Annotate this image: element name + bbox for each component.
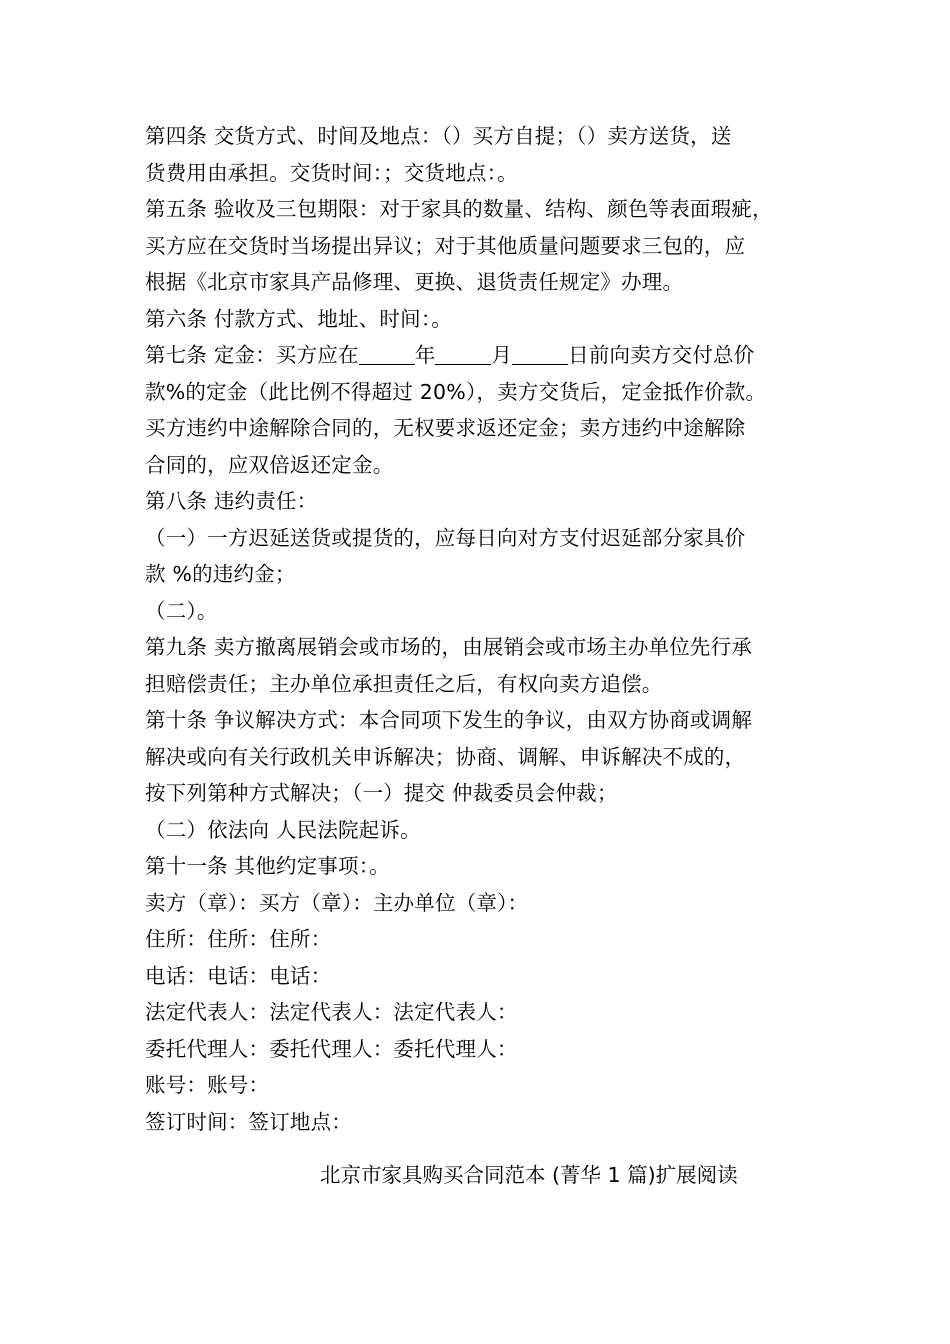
- phone-line: 电话：电话：电话：: [145, 963, 332, 988]
- text-line: 第五条 验收及三包期限：对于家具的数量、结构、颜色等表面瑕疵，: [145, 197, 773, 221]
- text-segment: 第七条 定金：买方应在: [145, 343, 359, 367]
- text-line: 第十一条 其他约定事项：。: [145, 854, 390, 878]
- text-line: 担赔偿责任；主办单位承担责任之后，有权向卖方追偿。: [145, 671, 663, 696]
- text-line: 买方应在交货时当场提出异议；对于其他质量问题要求三包的，应: [145, 233, 746, 258]
- text-segment: 年: [414, 343, 436, 367]
- text-line: 第十条 争议解决方式：本合同项下发生的争议，由双方协商或调解: [145, 708, 753, 732]
- agent-line: 委托代理人：委托代理人：委托代理人：: [145, 1036, 518, 1061]
- text-line: 款 %的违约金；: [145, 562, 296, 586]
- text-line: （二）。: [145, 598, 218, 623]
- text-line: 货费用由承担。交货时间：；交货地点：。: [145, 160, 518, 185]
- text-line: 按下列第种方式解决；（一）提交 仲裁委员会仲裁；: [145, 781, 618, 805]
- text-line: （二）依法向 人民法院起诉。: [145, 817, 421, 842]
- text-line: 第六条 付款方式、地址、时间：。: [145, 306, 452, 331]
- signature-parties-line: 卖方（章）：买方（章）：主办单位（章）：: [145, 890, 529, 915]
- deposit-clause-line: [145, 337, 813, 374]
- text-line: （一）一方迟延送货或提货的，应每日向对方支付迟延部分家具价: [145, 525, 746, 550]
- extended-reading-title: 北京市家具购买合同范本 (菁华 1 篇)扩展阅读: [320, 1163, 738, 1187]
- text-line: 第九条 卖方撤离展销会或市场的，由展销会或市场主办单位先行承: [145, 635, 753, 659]
- text-segment: 日前向卖方交付总价: [568, 343, 755, 367]
- text-line: 买方违约中途解除合同的，无权要求返还定金；卖方违约中途解除: [145, 416, 746, 440]
- legal-rep-line: 法定代表人：法定代表人：法定代表人：: [145, 1000, 518, 1024]
- address-line: 住所：住所：住所：: [145, 927, 332, 951]
- text-segment: 月: [491, 343, 513, 367]
- month-blank: [435, 344, 491, 365]
- text-line: 第四条 交货方式、时间及地点：（）买方自提；（）卖方送货，送: [145, 124, 732, 148]
- text-line: 款%的定金（此比例不得超过 20%），卖方交货后，定金抵作价款。: [145, 379, 767, 404]
- text-line: 第八条 违约责任：: [145, 489, 318, 513]
- text-line: 根据《北京市家具产品修理、更换、退货责任规定》办理。: [145, 270, 684, 294]
- contract-body: [145, 118, 813, 1140]
- text-line: 解决或向有关行政机关申诉解决；协商、调解、申诉解决不成的，: [145, 744, 746, 769]
- day-blank: [512, 344, 568, 365]
- account-line: 账号：账号：: [145, 1073, 270, 1097]
- text-line: 合同的，应双倍返还定金。: [145, 452, 394, 477]
- year-blank: [359, 344, 415, 365]
- signing-info-line: 签订时间：签订地点：: [145, 1109, 352, 1134]
